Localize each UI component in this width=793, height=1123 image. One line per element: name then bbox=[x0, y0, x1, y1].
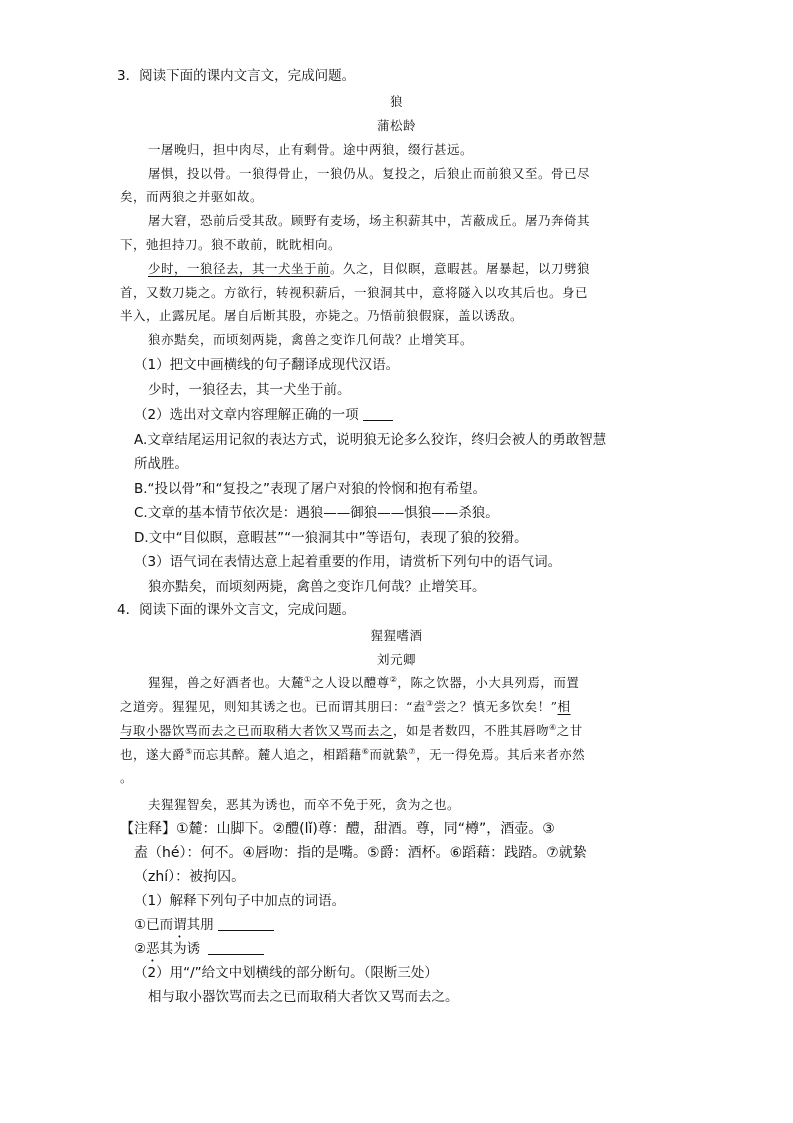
passage-paragraph: 狼亦黠矣，而顷刻两毙，禽兽之变诈几何哉？止增笑耳。 bbox=[148, 332, 474, 347]
notes: （zhí）：被拘囚。 bbox=[134, 869, 246, 885]
sub-question: （1）把文中画横线的句子翻译成现代汉语。 bbox=[134, 357, 400, 373]
passage-title: 狼 bbox=[389, 94, 403, 109]
footnote-marker: ⑥ bbox=[361, 747, 370, 756]
footnote-marker: ④ bbox=[549, 723, 557, 732]
answer-blank[interactable] bbox=[218, 916, 274, 931]
question-4-heading: 4．阅读下面的课外文言文，完成问题。 bbox=[117, 602, 356, 618]
notes: 【注释】①麓：山脚下。②醴(lǐ)尊：醴，甜酒。尊，同“樽”，酒壶。③ bbox=[120, 821, 555, 837]
passage-title: 猩猩嗜酒 bbox=[370, 628, 423, 643]
passage-text: ，无一得免焉。其后来者亦然 bbox=[416, 747, 586, 762]
sub-question-item bbox=[134, 915, 274, 941]
option-a-cont: 所战胜。 bbox=[134, 456, 188, 472]
passage-paragraph bbox=[148, 259, 590, 279]
passage-paragraph bbox=[148, 673, 579, 693]
passage-text: 尝之？慎无多饮矣！” bbox=[433, 699, 558, 714]
sub-question-sentence: 少时，一狼径去，其一犬坐于前。 bbox=[148, 382, 351, 398]
passage-paragraph: 屠惧，投以骨。一狼得骨止，一狼仍从。复投之，后狼止而前狼又至。骨已尽 bbox=[148, 166, 591, 181]
footnote-marker: ⑦ bbox=[408, 747, 417, 756]
sub-question: （1）解释下列句子中加点的词语。 bbox=[134, 893, 346, 909]
passage-paragraph: 屠大窘，恐前后受其敌。顾野有麦场，场主积薪其中，苫蔽成丘。屠乃奔倚其 bbox=[148, 213, 591, 228]
sub-question: （3）语气词在表情达意上起着重要的作用，请赏析下列句中的语气词。 bbox=[134, 554, 562, 570]
passage-text: 之道旁。猩猩见，则知其诱之也。已而谓其朋曰：“盍 bbox=[120, 699, 426, 714]
question-3-heading: 3．阅读下面的课内文言文，完成问题。 bbox=[117, 68, 356, 84]
sub-question-sentence: 相与取小器饮骂而去之已而取稍大者饮又骂而去之。 bbox=[148, 989, 459, 1005]
footnote-marker: ③ bbox=[425, 699, 434, 708]
passage-paragraph bbox=[120, 721, 583, 741]
notes: 盍（hé）：何不。④唇吻：指的是嘴。⑤爵：酒杯。⑥蹈藉：践踏。⑦就絷 bbox=[134, 845, 587, 861]
footnote-marker: ⑤ bbox=[185, 747, 193, 756]
sub-question-sentence: 狼亦黠矣，而顷刻两毙，禽兽之变诈几何哉？止增笑耳。 bbox=[148, 579, 486, 595]
passage-text: ，陈之饮器，小大具列焉，而置 bbox=[397, 675, 580, 690]
sub-question: （2）用“/”给文中划横线的部分断句。（限断三处） bbox=[134, 965, 438, 981]
passage-text: 而就絷 bbox=[369, 747, 409, 762]
option-a: A.文章结尾运用记叙的表达方式，说明狼无论多么狡诈，终归会被人的勇敢智慧 bbox=[134, 432, 607, 448]
answer-blank[interactable] bbox=[208, 940, 264, 955]
passage-text: 也，遂大爵 bbox=[120, 747, 186, 762]
option-d: D.文中“目似瞑，意暇甚”“一狼洞其中”等语句，表现了狼的狡猾。 bbox=[134, 530, 528, 546]
passage-paragraph: 。 bbox=[120, 770, 134, 785]
passage-paragraph bbox=[120, 697, 571, 717]
sub-question-text: 其为诱 bbox=[159, 941, 201, 957]
footnote-marker: ① bbox=[304, 675, 312, 684]
sub-question-text: ①已而 bbox=[134, 917, 174, 933]
underlined-sentence: 少时，一狼径去，其一犬坐于前 bbox=[148, 261, 331, 276]
passage-paragraph: 夫猩猩智矣，恶其为诱也，而卒不免于死，贪为之也。 bbox=[148, 797, 461, 812]
option-c: C.文章的基本情节依次是：遇狼——御狼——惧狼——杀狼。 bbox=[134, 505, 499, 521]
passage-text: 而忘其醉。麓人追之，相蹈藉 bbox=[192, 747, 362, 762]
passage-paragraph: 半入，止露尻尾。屠自后断其股，亦毙之。乃悟前狼假寐，盖以诱敌。 bbox=[120, 308, 524, 323]
passage-author: 刘元卿 bbox=[376, 652, 416, 667]
answer-blank[interactable] bbox=[363, 406, 393, 421]
dotted-word: 恶 bbox=[146, 941, 160, 957]
sub-question-item bbox=[134, 939, 264, 965]
passage-text: 之人设以醴尊 bbox=[311, 675, 390, 690]
sub-question-text: ② bbox=[134, 941, 147, 957]
underlined-sentence: 相 bbox=[557, 699, 571, 714]
passage-paragraph: 一屠晚归，担中肉尽，止有剩骨。途中两狼，缀行甚远。 bbox=[148, 142, 474, 157]
passage-text: ，如是者数四，不胜其唇吻 bbox=[393, 723, 550, 738]
dotted-word: 谓 bbox=[173, 917, 187, 933]
passage-paragraph bbox=[120, 745, 585, 765]
passage-text: 。久之，目似瞑，意暇甚。屠暴起，以刀劈狼 bbox=[330, 261, 591, 276]
footnote-marker: ② bbox=[389, 675, 398, 684]
passage-text: 之甘 bbox=[556, 723, 583, 738]
passage-paragraph: 首，又数刀毙之。方欲行，转视积薪后，一狼洞其中，意将隧入以攻其后也。身已 bbox=[120, 285, 589, 300]
passage-author: 蒲松龄 bbox=[376, 118, 416, 133]
underlined-sentence: 与取小器饮骂而去之已而取稍大者饮又骂而去之 bbox=[120, 723, 394, 738]
passage-paragraph: 下，弛担持刀。狼不敢前，眈眈相向。 bbox=[120, 237, 342, 252]
sub-question-text: 其朋 bbox=[186, 917, 214, 933]
passage-paragraph: 矣，而两狼之并驱如故。 bbox=[120, 189, 264, 204]
passage-text: 猩猩，兽之好酒者也。大麓 bbox=[148, 675, 305, 690]
sub-question bbox=[134, 405, 393, 425]
sub-question-text: （2）选出对文章内容理解正确的一项 bbox=[134, 407, 359, 423]
option-b: B.“投以骨”和“复投之”表现了屠户对狼的怜悯和抱有希望。 bbox=[134, 481, 487, 497]
